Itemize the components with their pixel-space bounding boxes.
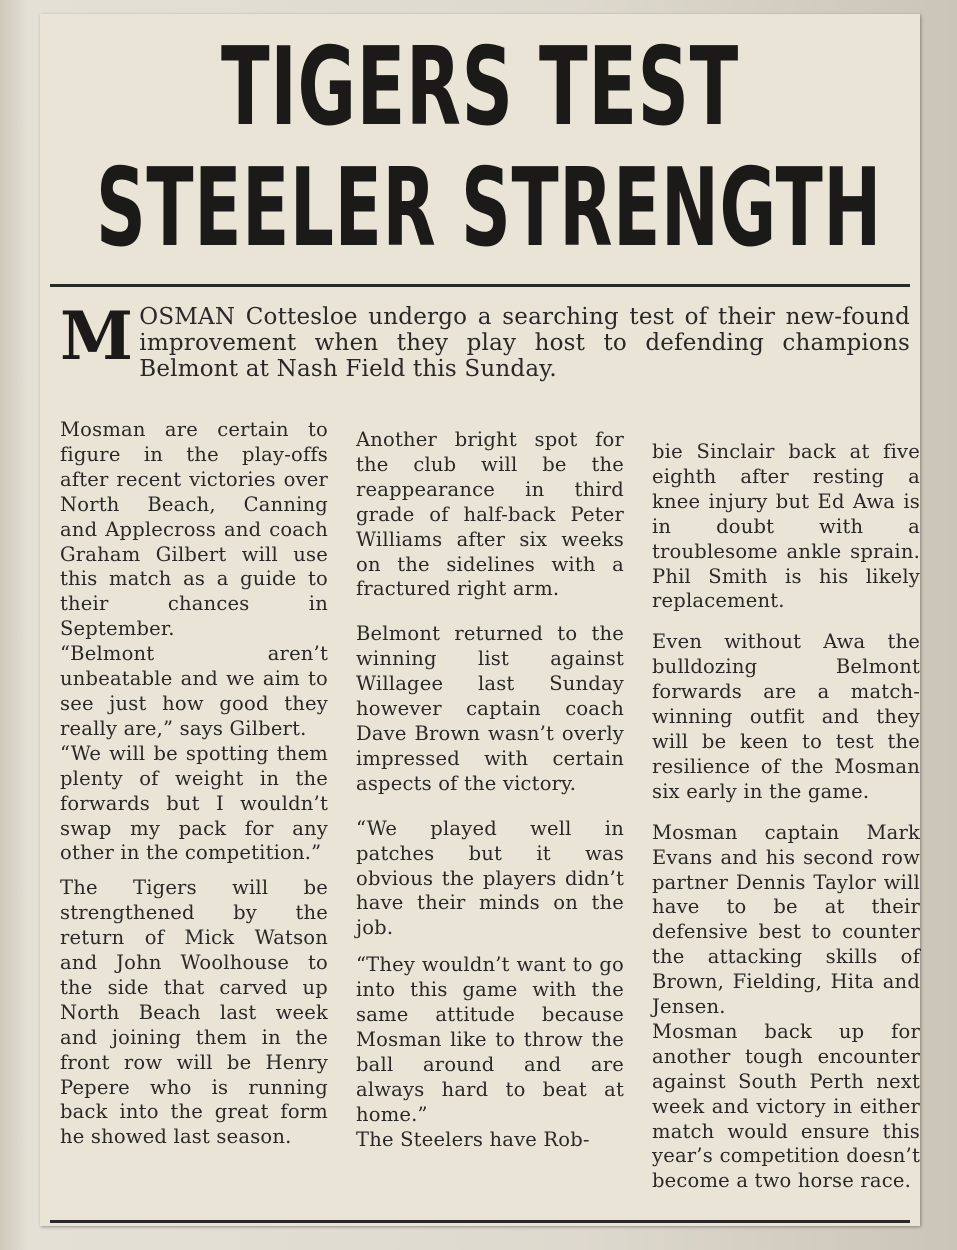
- col1-para-1: Mosman are certain to figure in the play-offs after recent victories over North Beach, Canning and Applecross and coach Graham Gilbert will use this match as a guide to their chances in September.: [60, 418, 328, 641]
- intro-text: OSMAN Cottesloe undergo a searching test of their new-found improvement when they play host to defending champions Belmont at Nash Field this Sunday.: [139, 304, 910, 382]
- column-2: [356, 418, 624, 1218]
- col2-para-1: Another bright spot for the club will be the reappearance in third grade of half-back Peter Williams after six weeks on the sidelines with a fractured right arm.: [356, 428, 624, 601]
- column-3: [652, 418, 920, 1218]
- headline-line-1: TIGERS TEST: [221, 25, 739, 150]
- col3-para-1: bie Sinclair back at five eighth after resting a knee injury but Ed Awa is in doubt with a troublesome ankle sprain. Phil Smith is his likely replacement.: [652, 440, 920, 613]
- col1-para-2: “Belmont aren’t unbeatable and we aim to see just how good they really are,” says Gilbert.: [60, 642, 328, 740]
- col3-para-4: Mosman back up for another tough encounter against South Perth next week and victory in either match would ensure this year’s competition doesn’t become a two horse race.: [652, 1019, 920, 1193]
- column-1: [60, 418, 328, 1218]
- drop-cap: M: [60, 297, 134, 375]
- col2-para-4: “They wouldn’t want to go into this game with the same attitude because Mosman like to throw the ball around and are always hard to beat at home.”: [356, 953, 624, 1126]
- col2-para-5: The Steelers have Rob-: [356, 1127, 590, 1151]
- col3-para-3: Mosman captain Mark Evans and his second row partner Dennis Taylor will have to be at their defensive best to counter the attacking skills of Brown, Fielding, Hita and Jensen.: [652, 820, 920, 1019]
- article-columns: [60, 418, 920, 1218]
- col2-para-3: “We played well in patches but it was obvious the players didn’t have their minds on the job.: [356, 816, 624, 940]
- intro-paragraph: [60, 297, 910, 382]
- headline-line-2: STEELER STRENGTH: [96, 146, 882, 271]
- col1-para-4: The Tigers will be strengthened by the return of Mick Watson and John Woolhouse to the side that carved up North Beach last week and joining them in the front row will be Henry Pepere who is running back into the great form he showed last season.: [60, 876, 328, 1149]
- newspaper-clipping: [40, 14, 920, 1226]
- col1-para-3: “We will be spotting them plenty of weight in the forwards but I wouldn’t swap my pack for any other in the competition.”: [60, 741, 328, 865]
- col2-para-2: Belmont returned to the winning list against Willagee last Sunday however captain coach Dave Brown wasn’t overly impressed with certain aspects of the victory.: [356, 622, 624, 795]
- bottom-rule: [50, 1220, 910, 1223]
- headline-rule: [50, 284, 910, 287]
- col3-para-2: Even without Awa the bulldozing Belmont forwards are a match-winning outfit and they will be keen to test the resilience of the Mosman six early in the game.: [652, 630, 920, 803]
